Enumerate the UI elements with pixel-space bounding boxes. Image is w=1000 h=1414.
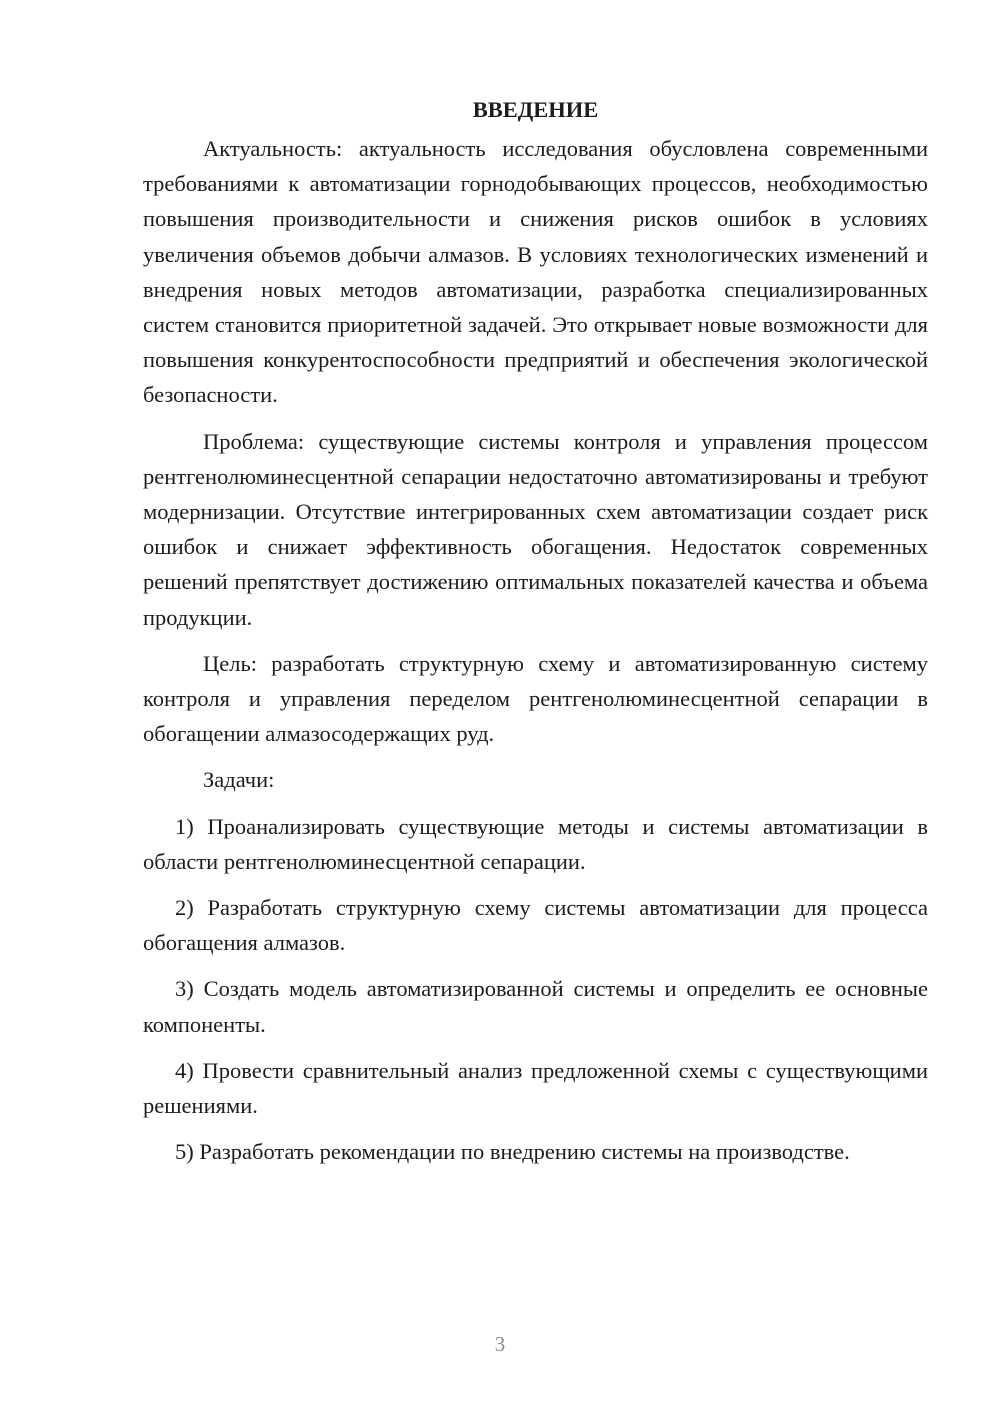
task-item: 5) Разработать рекомендации по внедрению системы на производстве. <box>175 1139 850 1165</box>
task-item: 4) Провести сравнительный анализ предложенной схемы с существующими решениями. <box>143 1057 928 1119</box>
relevance-paragraph: Актуальность: актуальность исследования обусловлена современными требованиями к автоматизации горнодобывающих процессов, необходимостью повышения производительности и снижения рисков ошибок в условиях увеличения объемов добычи алмазов. В условиях технологических изменений и внедрения новых методов автоматизации, разработка специализированных систем становится приоритетной задачей. Это открывает новые возможности для повышения конкурентоспособности предприятий и обеспечения экологической безопасности. <box>143 136 928 408</box>
page-body <box>143 92 928 1169</box>
problem-paragraph: Проблема: существующие системы контроля и управления процессом рентгенолюминесцентной сепарации недостаточно автоматизированы и требуют модернизации. Отсутствие интегрированных схем автоматизации создает риск ошибок и снижает эффективность обогащения. Недостаток современных решений препятствует достижению оптимальных показателей качества и объема продукции. <box>143 428 928 630</box>
task-item: 1) Проанализировать существующие методы и системы автоматизации в области рентгенолюминесцентной сепарации. <box>143 813 928 874</box>
task-item: 3) Создать модель автоматизированной системы и определить ее основные компоненты. <box>143 976 928 1037</box>
page-title: ВВЕДЕНИЕ <box>472 97 599 122</box>
task-item: 2) Разработать структурную схему системы автоматизации для процесса обогащения алмазов. <box>143 895 928 956</box>
page-number: 3 <box>494 1332 506 1356</box>
tasks-heading: Задачи: <box>203 767 275 793</box>
goal-paragraph: Цель: разработать структурную схему и автоматизированную систему контроля и управления переделом рентгенолюминесцентной сепарации в обогащении алмазосодержащих руд. <box>143 650 928 747</box>
